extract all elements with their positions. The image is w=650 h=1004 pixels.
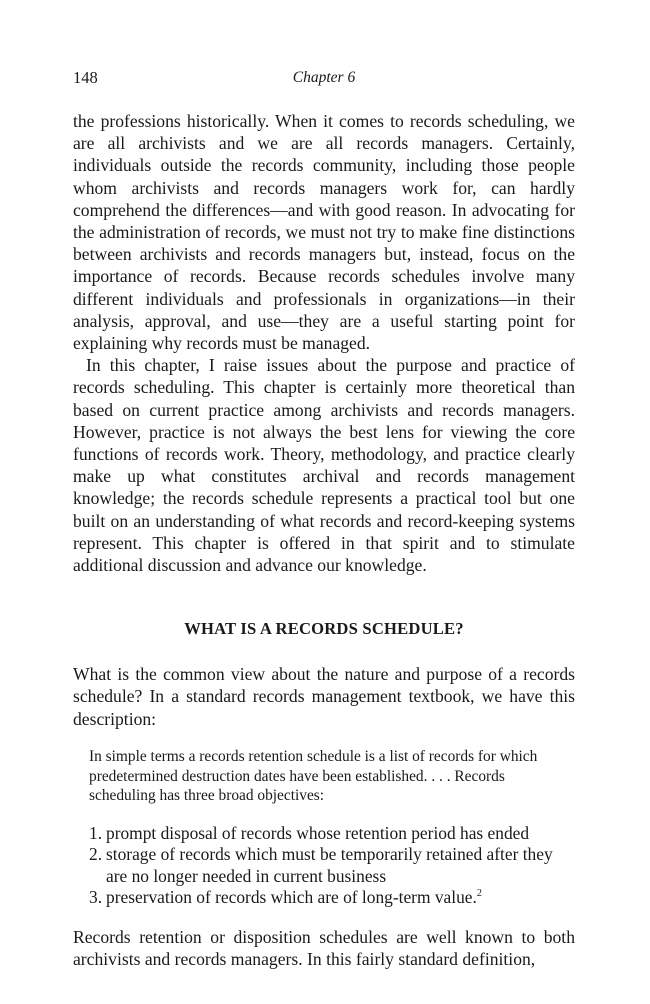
list-text: storage of records which must be temporarily retained after they are no longer needed in current business bbox=[106, 844, 553, 886]
list-text-content: preservation of records which are of long-term value. bbox=[106, 887, 477, 908]
list-item bbox=[89, 823, 575, 845]
objectives-list bbox=[89, 823, 575, 909]
block-quote: In simple terms a records retention schedule is a list of records for which predetermined destruction dates have been established. . . . Records scheduling has three broad objectives: bbox=[89, 747, 538, 805]
chapter-title: Chapter 6 bbox=[292, 69, 356, 86]
list-number: 1. bbox=[89, 822, 103, 843]
list-text bbox=[106, 887, 575, 909]
list-number: 3. bbox=[89, 887, 103, 908]
footnote-ref: 2 bbox=[476, 888, 482, 900]
body-paragraph: the professions historically. When it comes to records scheduling, we are all archivists and we are all records managers. Certainly, individuals outside the records community, including those people whom archivists and records managers work for, can hardly comprehend the differences—and with good reason. In advocating for the administration of records, we must not try to make fine distinctions between archivists and records managers but, instead, focus on the importance of records. Because records schedules involve many different individuals and professionals in organizations—in their analysis, approval, and use—they are a useful starting point for explaining why records must be managed. bbox=[73, 111, 575, 354]
running-head bbox=[73, 60, 575, 100]
page-number: 148 bbox=[73, 68, 98, 87]
section-heading: WHAT IS A RECORDS SCHEDULE? bbox=[184, 619, 464, 639]
body-paragraph: What is the common view about the nature and purpose of a records schedule? In a standard records management textbook, we have this description: bbox=[73, 664, 575, 729]
book-page bbox=[73, 60, 575, 970]
body-paragraph: In this chapter, I raise issues about the purpose and practice of records scheduling. This chapter is certainly more theoretical than based on current practice among archivists and records managers. However, practice is not always the best lens for viewing the core functions of records work. Theory, methodology, and practice clearly make up what constitutes archival and records management knowledge; the records schedule represents a practical tool but one built on an understanding of what records and record-keeping systems represent. This chapter is offered in that spirit and to stimulate additional discussion and advance our knowledge. bbox=[73, 355, 575, 576]
list-item bbox=[89, 844, 575, 887]
list-item bbox=[89, 887, 575, 909]
list-text: prompt disposal of records whose retention period has ended bbox=[106, 822, 530, 843]
body-paragraph: Records retention or disposition schedules are well known to both archivists and records managers. In this fairly standard definition, bbox=[73, 926, 575, 970]
list-number: 2. bbox=[89, 844, 103, 865]
